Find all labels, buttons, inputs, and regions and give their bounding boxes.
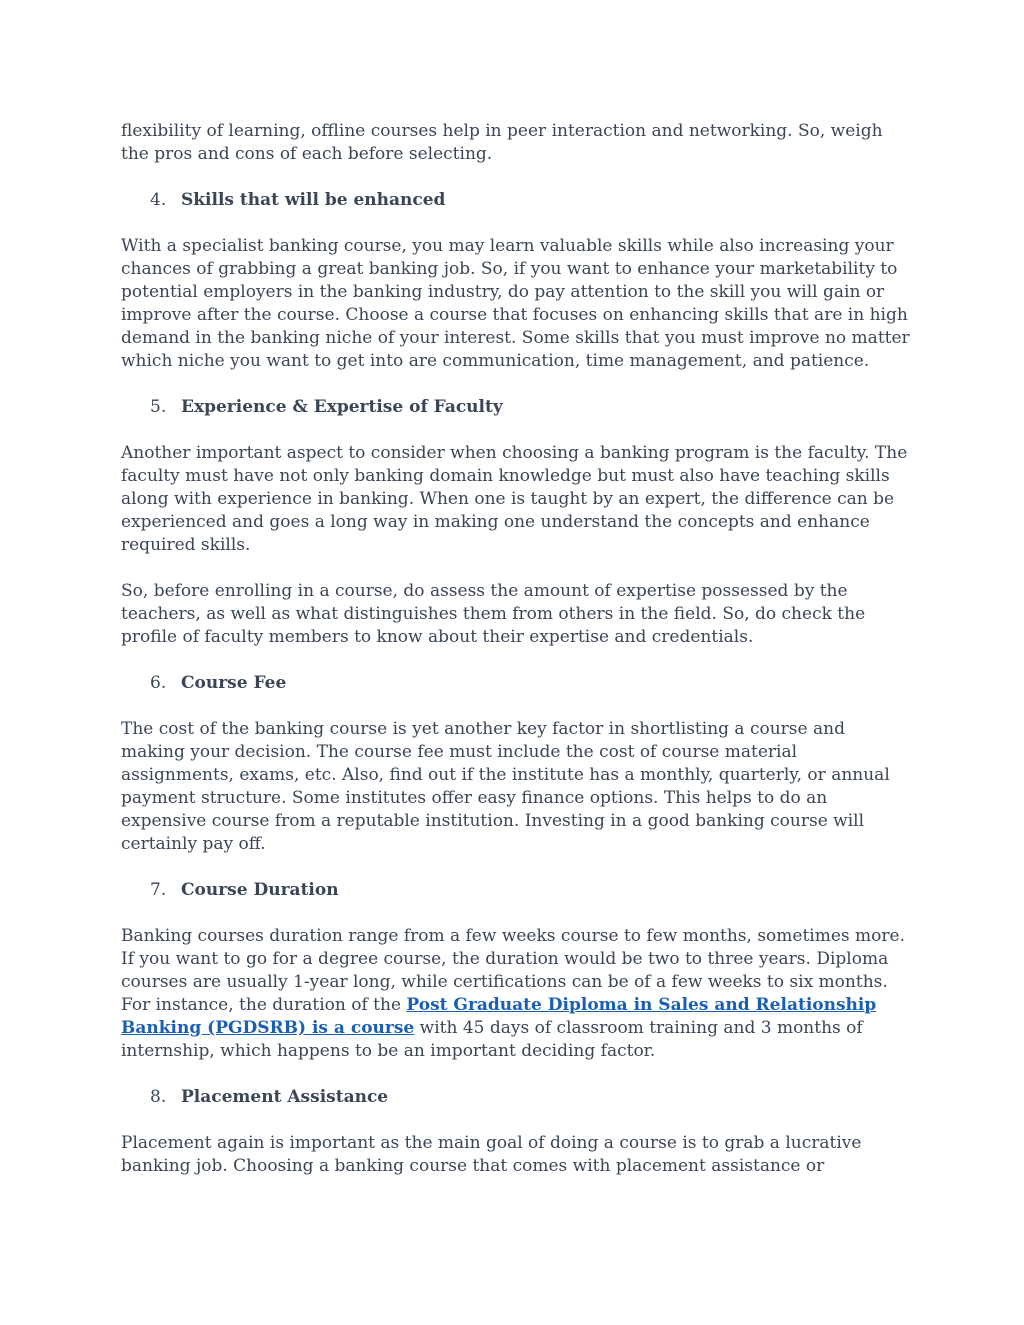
duration-text-after: with 45 days of classroom training and 3 months of internship, which happens to be an important deciding factor. [121, 1018, 863, 1061]
heading-number: 5. [150, 397, 167, 417]
duration-text-before: Banking courses duration range from a few weeks course to few months, sometimes more. If you want to go for a degree course, the duration would be two to three years. Diploma courses are usually 1-year long, while certifications can be of a few weeks to six months. For instance, the duration of the [121, 926, 906, 1015]
document-body [121, 120, 911, 1201]
pgdsrb-course-link[interactable]: Post Graduate Diploma in Sales and Relationship Banking (PGDSRB) is a course [121, 995, 877, 1038]
faculty-paragraph-1: Another important aspect to consider when choosing a banking program is the faculty. The faculty must have not only banking domain knowledge but must also have teaching skills along with experience in banking. When one is taught by an expert, the difference can be experienced and goes a long way in making one understand the concepts and enhance required skills. [121, 443, 908, 555]
skills-paragraph: With a specialist banking course, you may learn valuable skills while also increasing your chances of grabbing a great banking job. So, if you want to enhance your marketability to potential employers in the banking industry, do pay attention to the skill you will gain or improve after the course. Choose a course that focuses on enhancing skills that are in high demand in the banking niche of your interest. Some skills that you must improve no matter which niche you want to get into are communication, time management, and patience. [121, 236, 910, 371]
heading-placement [150, 1086, 911, 1109]
heading-title: Placement Assistance [181, 1087, 389, 1107]
heading-number: 6. [150, 673, 167, 693]
heading-course-duration [150, 879, 911, 902]
heading-faculty [150, 396, 911, 419]
duration-paragraph [121, 925, 911, 1063]
fee-paragraph: The cost of the banking course is yet another key factor in shortlisting a course and making your decision. The course fee must include the cost of course material assignments, exams, etc. Also, find out if the institute has a monthly, quarterly, or annual payment structure. Some institutes offer easy finance options. This helps to do an expensive course from a reputable institution. Investing in a good banking course will certainly pay off. [121, 719, 890, 854]
heading-number: 7. [150, 880, 167, 900]
heading-title: Course Duration [181, 880, 339, 900]
placement-paragraph: Placement again is important as the main goal of doing a course is to grab a lucrative banking job. Choosing a banking course that comes with placement assistance or [121, 1133, 862, 1176]
heading-course-fee [150, 672, 911, 695]
heading-title: Course Fee [181, 673, 287, 693]
faculty-paragraph-2: So, before enrolling in a course, do assess the amount of expertise possessed by the teachers, as well as what distinguishes them from others in the field. So, do check the profile of faculty members to know about their expertise and credentials. [121, 581, 866, 647]
heading-number: 8. [150, 1087, 167, 1107]
heading-number: 4. [150, 190, 167, 210]
intro-paragraph: flexibility of learning, offline courses help in peer interaction and networking. So, weigh the pros and cons of each before selecting. [121, 121, 883, 164]
heading-skills [150, 189, 911, 212]
heading-title: Experience & Expertise of Faculty [181, 397, 503, 417]
heading-title: Skills that will be enhanced [181, 190, 446, 210]
